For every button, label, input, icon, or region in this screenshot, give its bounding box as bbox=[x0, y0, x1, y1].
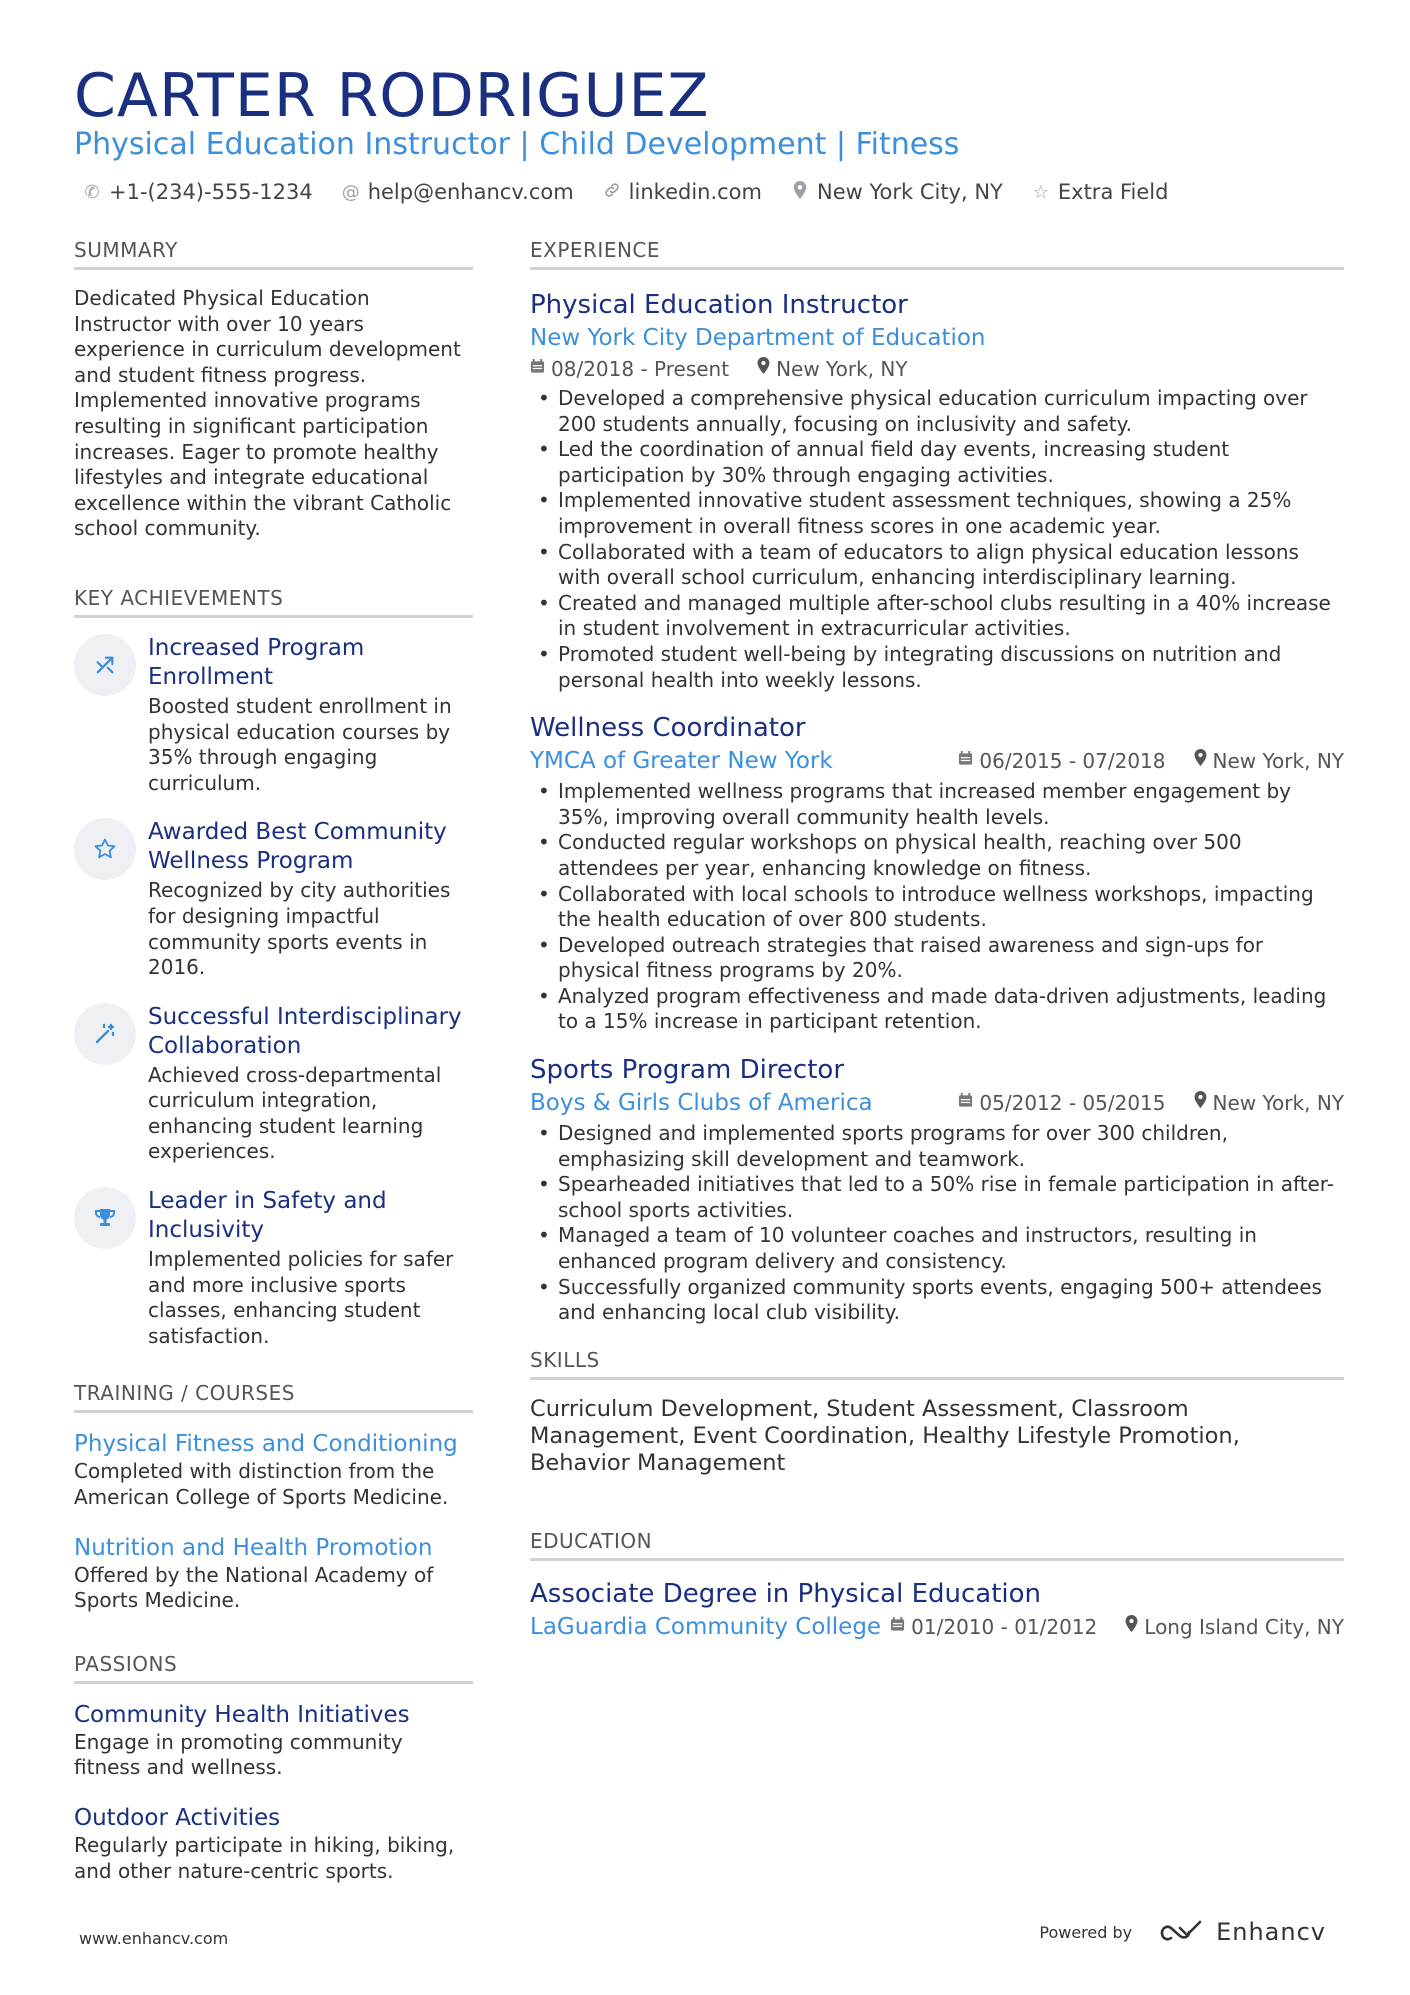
education-row bbox=[530, 1611, 1344, 1643]
contact-email[interactable] bbox=[341, 180, 574, 204]
job-entry bbox=[530, 1053, 1344, 1326]
job-org: Boys & Girls Clubs of America bbox=[530, 1090, 873, 1117]
at-icon: @ bbox=[341, 181, 360, 203]
location-pin-icon bbox=[1125, 1612, 1138, 1642]
bullet-item: • Implemented wellness programs that increased member engagement by 35%, improving overall community health levels. bbox=[530, 779, 1344, 830]
bullet-item: • Collaborated with a team of educators to align physical education lessons with overall school curriculum, enhancing interdisciplinary learning. bbox=[530, 540, 1344, 591]
education-school: LaGuardia Community College bbox=[530, 1613, 882, 1640]
course-item bbox=[74, 1533, 473, 1614]
achievement-desc: Achieved cross-departmental curriculum integration, enhancing student learning experiences. bbox=[148, 1062, 442, 1164]
achievement-item bbox=[74, 818, 473, 980]
contact-extra-text: Extra Field bbox=[1057, 180, 1169, 204]
job-dates: 08/2018 - Present bbox=[551, 357, 730, 381]
summary-text: Dedicated Physical Education Instructor with over 10 years experience in curriculum development and student fitness progress. Implemented innovative programs resulting in significant participation increases. Eager to promote healthy lifestyles and integrate educational excellence within the vibrant Catholic school community. bbox=[74, 286, 461, 541]
section-title-skills: SKILLS bbox=[530, 1346, 1344, 1380]
job-bullets bbox=[530, 1121, 1344, 1326]
achievement-desc: Implemented policies for safer and more inclusive sports classes, enhancing student satisfaction. bbox=[148, 1247, 454, 1348]
bullet-item: • Created and managed multiple after-school clubs resulting in a 40% increase in student involvement in extracurricular activities. bbox=[530, 591, 1344, 642]
contact-location bbox=[790, 180, 1003, 204]
achievement-item bbox=[74, 1187, 473, 1349]
candidate-name: CARTER RODRIGUEZ bbox=[74, 61, 710, 131]
bullet-item: • Successfully organized community sports events, engaging 500+ attendees and enhancing local club visibility. bbox=[530, 1275, 1344, 1326]
section-title-passions: PASSIONS bbox=[74, 1650, 473, 1684]
candidate-headline: Physical Education Instructor | Child Development | Fitness bbox=[74, 127, 960, 162]
bullet-item: • Implemented innovative student assessment techniques, showing a 25% improvement in overall fitness scores in one academic year. bbox=[530, 488, 1344, 539]
job-location: New York, NY bbox=[1212, 1091, 1344, 1116]
magic-wand-icon bbox=[74, 1003, 136, 1065]
summary-section bbox=[74, 236, 473, 542]
skills-section bbox=[530, 1346, 1344, 1477]
location-pin-icon bbox=[757, 354, 770, 384]
education-degree: Associate Degree in Physical Education bbox=[530, 1578, 1042, 1609]
star-icon bbox=[74, 818, 136, 880]
brand-logo[interactable] bbox=[1158, 1918, 1326, 1946]
job-org: New York City Department of Education bbox=[530, 325, 986, 351]
job-bullets bbox=[530, 386, 1344, 693]
job-entry bbox=[530, 288, 1344, 693]
skills-text: Curriculum Development, Student Assessment, Classroom Management, Event Coordination, Healthy Lifestyle Promotion, Behavior Management bbox=[530, 1395, 1240, 1476]
achievement-title: Successful Interdisciplinary Collaboration bbox=[148, 1003, 462, 1059]
passion-title: Outdoor Activities bbox=[74, 1805, 281, 1831]
bullet-item: • Developed outreach strategies that raised awareness and sign-ups for physical fitness programs by 20%. bbox=[530, 933, 1344, 984]
job-meta bbox=[958, 1088, 1344, 1118]
brand-name: Enhancv bbox=[1216, 1918, 1326, 1946]
passions-section bbox=[74, 1650, 473, 1884]
job-meta bbox=[530, 354, 1344, 384]
training-section bbox=[74, 1379, 473, 1613]
course-title: Physical Fitness and Conditioning bbox=[74, 1431, 458, 1458]
job-title: Sports Program Director bbox=[530, 1055, 845, 1086]
contact-phone[interactable] bbox=[82, 180, 313, 204]
passion-item bbox=[74, 1700, 473, 1781]
exchange-arrows-icon bbox=[74, 634, 136, 696]
section-title-education: EDUCATION bbox=[530, 1527, 1344, 1561]
passion-desc: Regularly participate in hiking, biking, and other nature-centric sports. bbox=[74, 1833, 455, 1883]
right-column bbox=[530, 236, 1344, 1643]
passion-desc: Engage in promoting community fitness and wellness. bbox=[74, 1729, 403, 1780]
job-entry bbox=[530, 711, 1344, 1035]
achievement-desc: Boosted student enrollment in physical education courses by 35% through engaging curriculum. bbox=[148, 693, 452, 795]
trophy-icon bbox=[74, 1187, 136, 1249]
achievement-desc: Recognized by city authorities for designing impactful community sports events in 2016. bbox=[148, 878, 451, 980]
achievement-title: Increased Program Enrollment bbox=[148, 634, 365, 690]
calendar-icon bbox=[890, 1612, 905, 1642]
location-pin-icon bbox=[1194, 1088, 1207, 1118]
contact-bar bbox=[82, 176, 1196, 208]
enhancv-logo-icon bbox=[1158, 1919, 1206, 1945]
phone-icon: ✆ bbox=[84, 181, 100, 203]
bullet-item: • Designed and implemented sports programs for over 300 children, emphasizing skill development and teamwork. bbox=[530, 1121, 1344, 1172]
passion-title: Community Health Initiatives bbox=[74, 1701, 410, 1728]
education-meta bbox=[890, 1612, 1344, 1642]
contact-location-text: New York City, NY bbox=[816, 180, 1003, 204]
job-location: New York, NY bbox=[1212, 749, 1344, 774]
course-item bbox=[74, 1429, 473, 1510]
contact-extra bbox=[1031, 180, 1169, 204]
job-title: Wellness Coordinator bbox=[530, 713, 806, 744]
achievement-item bbox=[74, 1003, 473, 1165]
calendar-icon bbox=[530, 354, 545, 384]
left-column bbox=[74, 236, 473, 1906]
contact-phone-text: +1-(234)-555-1234 bbox=[109, 180, 313, 204]
job-location: New York, NY bbox=[776, 357, 908, 381]
section-title-experience: EXPERIENCE bbox=[530, 236, 1344, 270]
achievement-item bbox=[74, 634, 473, 796]
section-title-summary: SUMMARY bbox=[74, 236, 473, 270]
job-dates: 05/2012 - 05/2015 bbox=[979, 1091, 1166, 1116]
job-title: Physical Education Instructor bbox=[530, 290, 908, 320]
job-bullets bbox=[530, 779, 1344, 1035]
bullet-item: • Analyzed program effectiveness and made data-driven adjustments, leading to a 15% increase in participant retention. bbox=[530, 984, 1344, 1035]
achievements-section bbox=[74, 584, 473, 1350]
bullet-item: • Promoted student well-being by integrating discussions on nutrition and personal health into weekly lessons. bbox=[530, 642, 1344, 693]
bullet-item: • Developed a comprehensive physical education curriculum impacting over 200 students annually, focusing on inclusivity and safety. bbox=[530, 386, 1344, 437]
achievement-title: Awarded Best Community Wellness Program bbox=[148, 819, 447, 875]
footer-branding bbox=[1039, 1918, 1326, 1946]
education-section bbox=[530, 1527, 1344, 1643]
link-icon bbox=[602, 181, 622, 204]
course-title: Nutrition and Health Promotion bbox=[74, 1534, 433, 1561]
contact-linkedin-text: linkedin.com bbox=[628, 180, 762, 204]
achievement-title: Leader in Safety and Inclusivity bbox=[148, 1188, 387, 1244]
bullet-item: • Conducted regular workshops on physical health, reaching over 500 attendees per year, enhancing knowledge on fitness. bbox=[530, 830, 1344, 881]
education-location: Long Island City, NY bbox=[1144, 1614, 1344, 1639]
section-title-training: TRAINING / COURSES bbox=[74, 1379, 473, 1413]
powered-by-label: Powered by bbox=[1039, 1922, 1133, 1942]
job-org-row bbox=[530, 745, 1344, 777]
star-icon: ☆ bbox=[1032, 181, 1049, 203]
location-pin-icon bbox=[1194, 746, 1207, 776]
footer-website[interactable]: www.enhancv.com bbox=[79, 1929, 229, 1948]
bullet-item: • Managed a team of 10 volunteer coaches and instructors, resulting in enhanced program delivery and consistency. bbox=[530, 1223, 1344, 1274]
bullet-item: • Spearheaded initiatives that led to a 50% rise in female participation in after-school sports activities. bbox=[530, 1172, 1344, 1223]
location-pin-icon bbox=[790, 181, 810, 204]
section-title-achievements: KEY ACHIEVEMENTS bbox=[74, 584, 473, 618]
job-meta bbox=[958, 746, 1344, 776]
job-org-row bbox=[530, 1087, 1344, 1119]
job-dates: 06/2015 - 07/2018 bbox=[979, 749, 1166, 774]
job-org: YMCA of Greater New York bbox=[530, 748, 833, 775]
course-desc: Offered by the National Academy of Sports Medicine. bbox=[74, 1562, 434, 1613]
passion-item bbox=[74, 1803, 473, 1884]
contact-linkedin[interactable] bbox=[602, 180, 762, 204]
course-desc: Completed with distinction from the American College of Sports Medicine. bbox=[74, 1459, 449, 1510]
bullet-item: • Led the coordination of annual field day events, increasing student participation by 30% through engaging activities. bbox=[530, 437, 1344, 488]
bullet-item: • Collaborated with local schools to introduce wellness workshops, impacting the health education of over 800 students. bbox=[530, 882, 1344, 933]
contact-email-text: help@enhancv.com bbox=[367, 180, 574, 204]
calendar-icon bbox=[958, 746, 973, 776]
education-dates: 01/2010 - 01/2012 bbox=[911, 1614, 1098, 1639]
calendar-icon bbox=[958, 1088, 973, 1118]
